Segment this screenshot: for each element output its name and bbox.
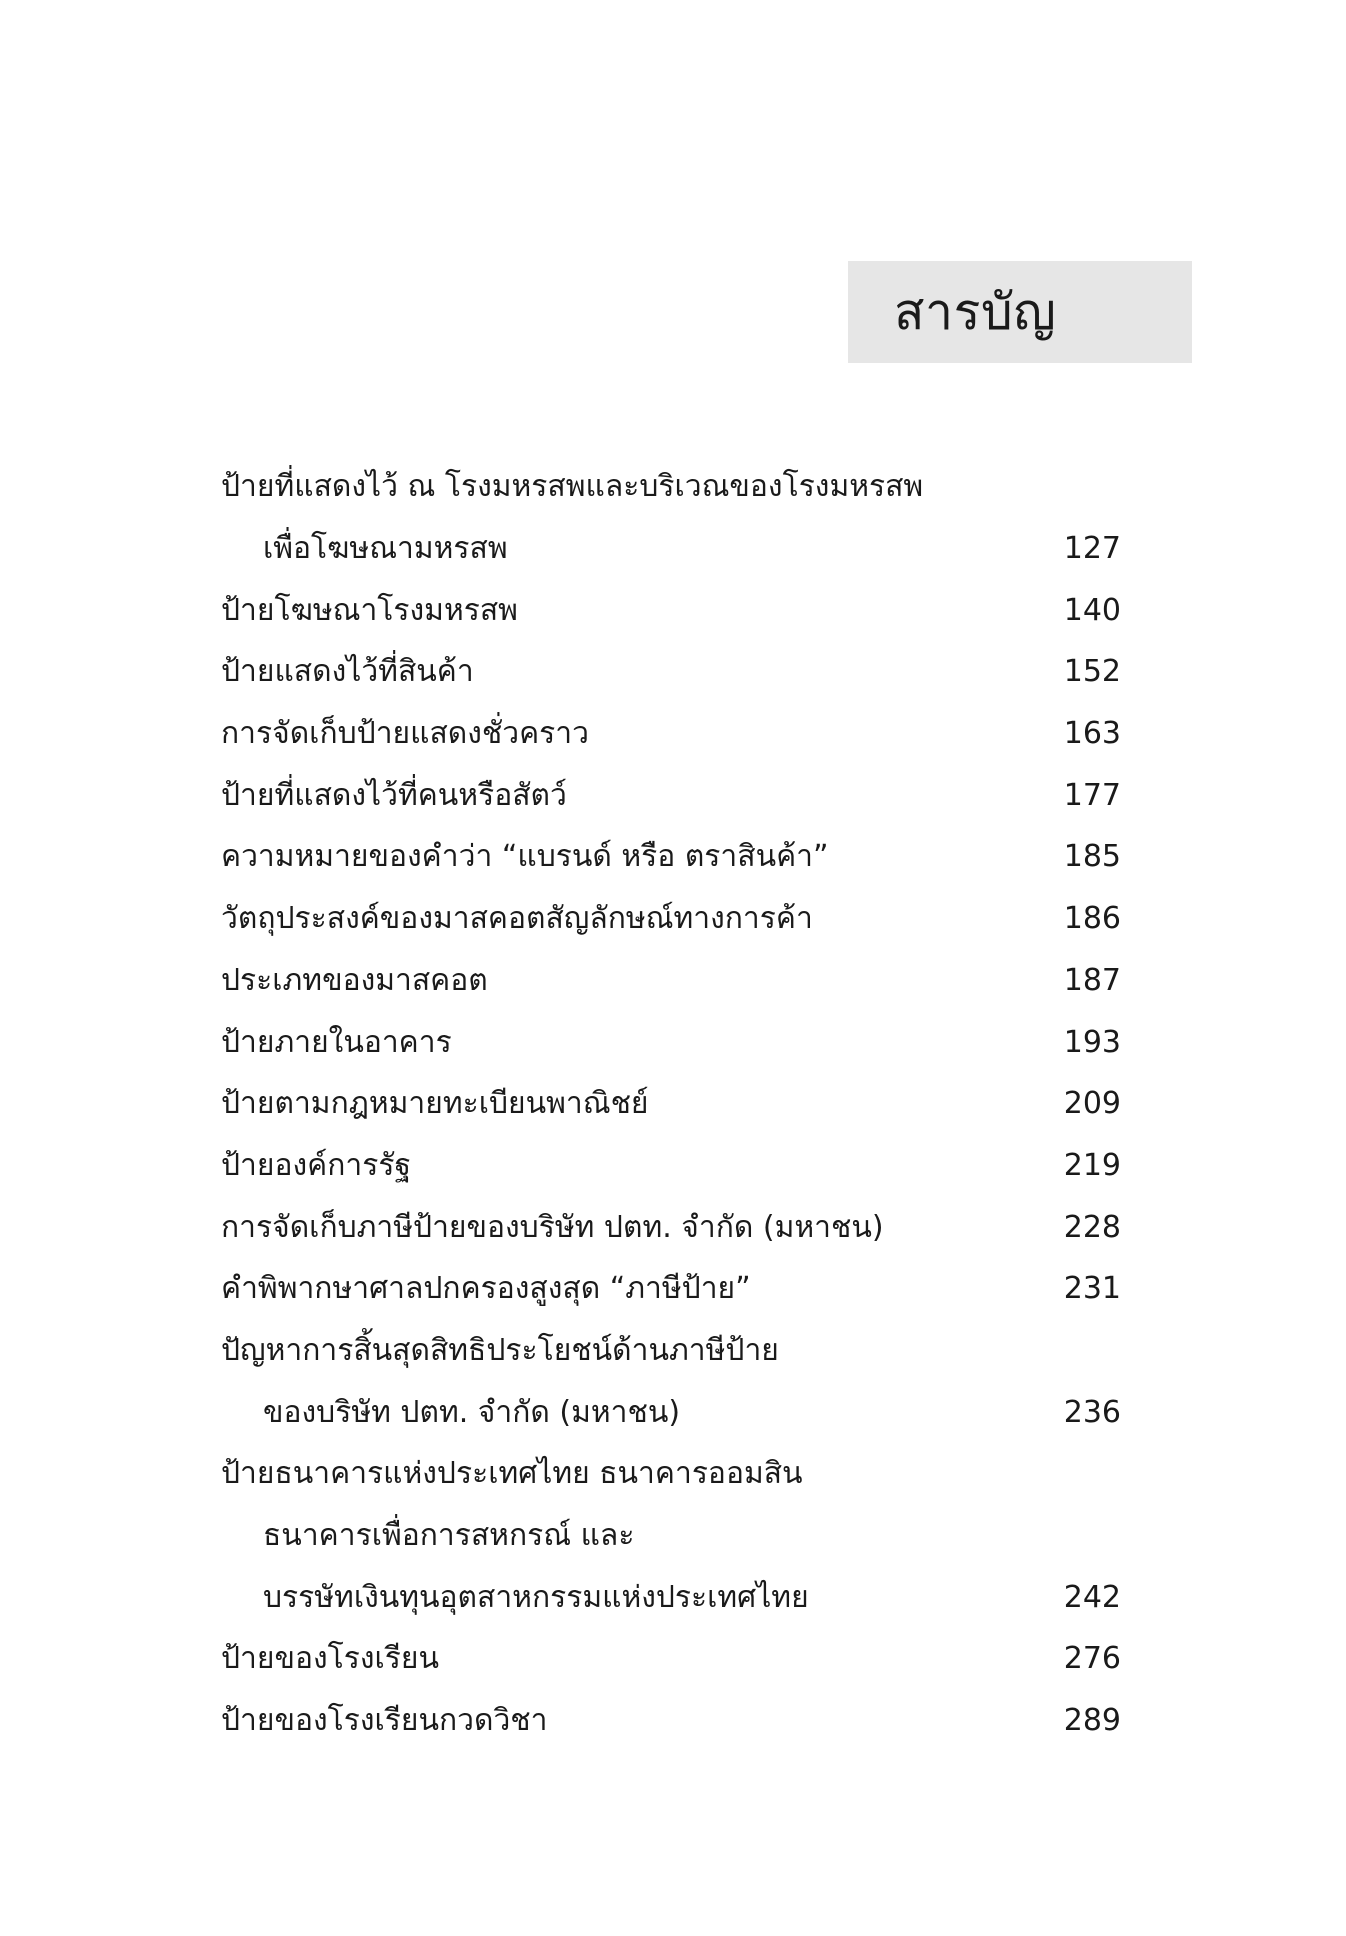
toc-entry-page-number: 209 bbox=[1063, 1086, 1121, 1122]
toc-entry-title: ป้ายแสดงไว้ที่สินค้า bbox=[221, 654, 474, 690]
toc-entry-page-number: 152 bbox=[1063, 654, 1121, 690]
toc-entry bbox=[221, 1628, 1121, 1690]
toc-entry bbox=[221, 1073, 1121, 1135]
toc-entry-title: ป้ายของโรงเรียนกวดวิชา bbox=[221, 1703, 548, 1739]
toc-entry-title: ปัญหาการสิ้นสุดสิทธิประโยชน์ด้านภาษีป้าย bbox=[221, 1332, 779, 1368]
toc-entry-page-number: 228 bbox=[1063, 1209, 1121, 1245]
toc-entry bbox=[221, 1196, 1121, 1258]
toc-entry bbox=[221, 764, 1121, 826]
toc-title: สารบัญ bbox=[894, 283, 1057, 341]
toc-title-box bbox=[848, 261, 1192, 363]
toc-entry-title: ป้ายที่แสดงไว้ ณ โรงมหรสพและบริเวณของโรงมหรสพ bbox=[221, 469, 924, 505]
toc-entry-title: การจัดเก็บป้ายแสดงชั่วคราว bbox=[221, 716, 589, 752]
toc-entry-page-number: 187 bbox=[1063, 962, 1121, 998]
toc-entry-page-number: 289 bbox=[1063, 1703, 1121, 1739]
toc-entry bbox=[221, 1505, 1121, 1567]
toc-entry bbox=[221, 1258, 1121, 1320]
toc-entry-title: ป้ายตามกฎหมายทะเบียนพาณิชย์ bbox=[221, 1086, 649, 1122]
toc-entry-title: ป้ายองค์การรัฐ bbox=[221, 1147, 411, 1183]
toc-entry-title: ป้ายภายในอาคาร bbox=[221, 1024, 452, 1060]
table-of-contents bbox=[221, 456, 1121, 1751]
toc-entry-title: ธนาคารเพื่อการสหกรณ์ และ bbox=[263, 1518, 635, 1554]
toc-entry-title: วัตถุประสงค์ของมาสคอตสัญลักษณ์ทางการค้า bbox=[221, 901, 813, 937]
toc-entry-title: คำพิพากษาศาลปกครองสูงสุด “ภาษีป้าย” bbox=[221, 1271, 751, 1307]
toc-entry-title: ความหมายของคำว่า “แบรนด์ หรือ ตราสินค้า” bbox=[221, 839, 829, 875]
toc-entry-page-number: 242 bbox=[1063, 1579, 1121, 1615]
toc-entry-page-number: 127 bbox=[1063, 531, 1121, 567]
toc-entry-title: ประเภทของมาสคอต bbox=[221, 962, 488, 998]
toc-entry bbox=[221, 641, 1121, 703]
toc-entry bbox=[221, 888, 1121, 950]
toc-entry bbox=[221, 1690, 1121, 1752]
toc-entry bbox=[221, 1320, 1121, 1382]
toc-entry-page-number: 276 bbox=[1063, 1641, 1121, 1677]
toc-entry-page-number: 177 bbox=[1063, 777, 1121, 813]
toc-entry-title: ป้ายโฆษณาโรงมหรสพ bbox=[221, 592, 518, 628]
toc-entry-page-number: 236 bbox=[1063, 1394, 1121, 1430]
toc-entry bbox=[221, 1011, 1121, 1073]
toc-entry-title: ของบริษัท ปตท. จำกัด (มหาชน) bbox=[263, 1394, 681, 1430]
toc-entry bbox=[221, 518, 1121, 580]
toc-entry bbox=[221, 456, 1121, 518]
toc-entry-title: การจัดเก็บภาษีป้ายของบริษัท ปตท. จำกัด (มหาชน) bbox=[221, 1209, 884, 1245]
toc-entry bbox=[221, 826, 1121, 888]
toc-entry-page-number: 186 bbox=[1063, 901, 1121, 937]
toc-entry-title: ป้ายที่แสดงไว้ที่คนหรือสัตว์ bbox=[221, 777, 567, 813]
toc-entry bbox=[221, 579, 1121, 641]
toc-entry bbox=[221, 1566, 1121, 1628]
toc-entry-title: ป้ายธนาคารแห่งประเทศไทย ธนาคารออมสิน bbox=[221, 1456, 803, 1492]
toc-entry-page-number: 140 bbox=[1063, 592, 1121, 628]
toc-entry bbox=[221, 1443, 1121, 1505]
toc-entry-page-number: 231 bbox=[1063, 1271, 1121, 1307]
toc-entry-title: ป้ายของโรงเรียน bbox=[221, 1641, 439, 1677]
toc-entry-page-number: 193 bbox=[1063, 1024, 1121, 1060]
toc-entry-title: เพื่อโฆษณามหรสพ bbox=[263, 531, 508, 567]
toc-entry-title: บรรษัทเงินทุนอุตสาหกรรมแห่งประเทศไทย bbox=[263, 1579, 809, 1615]
toc-entry bbox=[221, 1135, 1121, 1197]
toc-entry bbox=[221, 1381, 1121, 1443]
toc-entry bbox=[221, 703, 1121, 765]
toc-entry bbox=[221, 950, 1121, 1012]
toc-entry-page-number: 163 bbox=[1063, 716, 1121, 752]
toc-entry-page-number: 185 bbox=[1063, 839, 1121, 875]
toc-entry-page-number: 219 bbox=[1063, 1147, 1121, 1183]
